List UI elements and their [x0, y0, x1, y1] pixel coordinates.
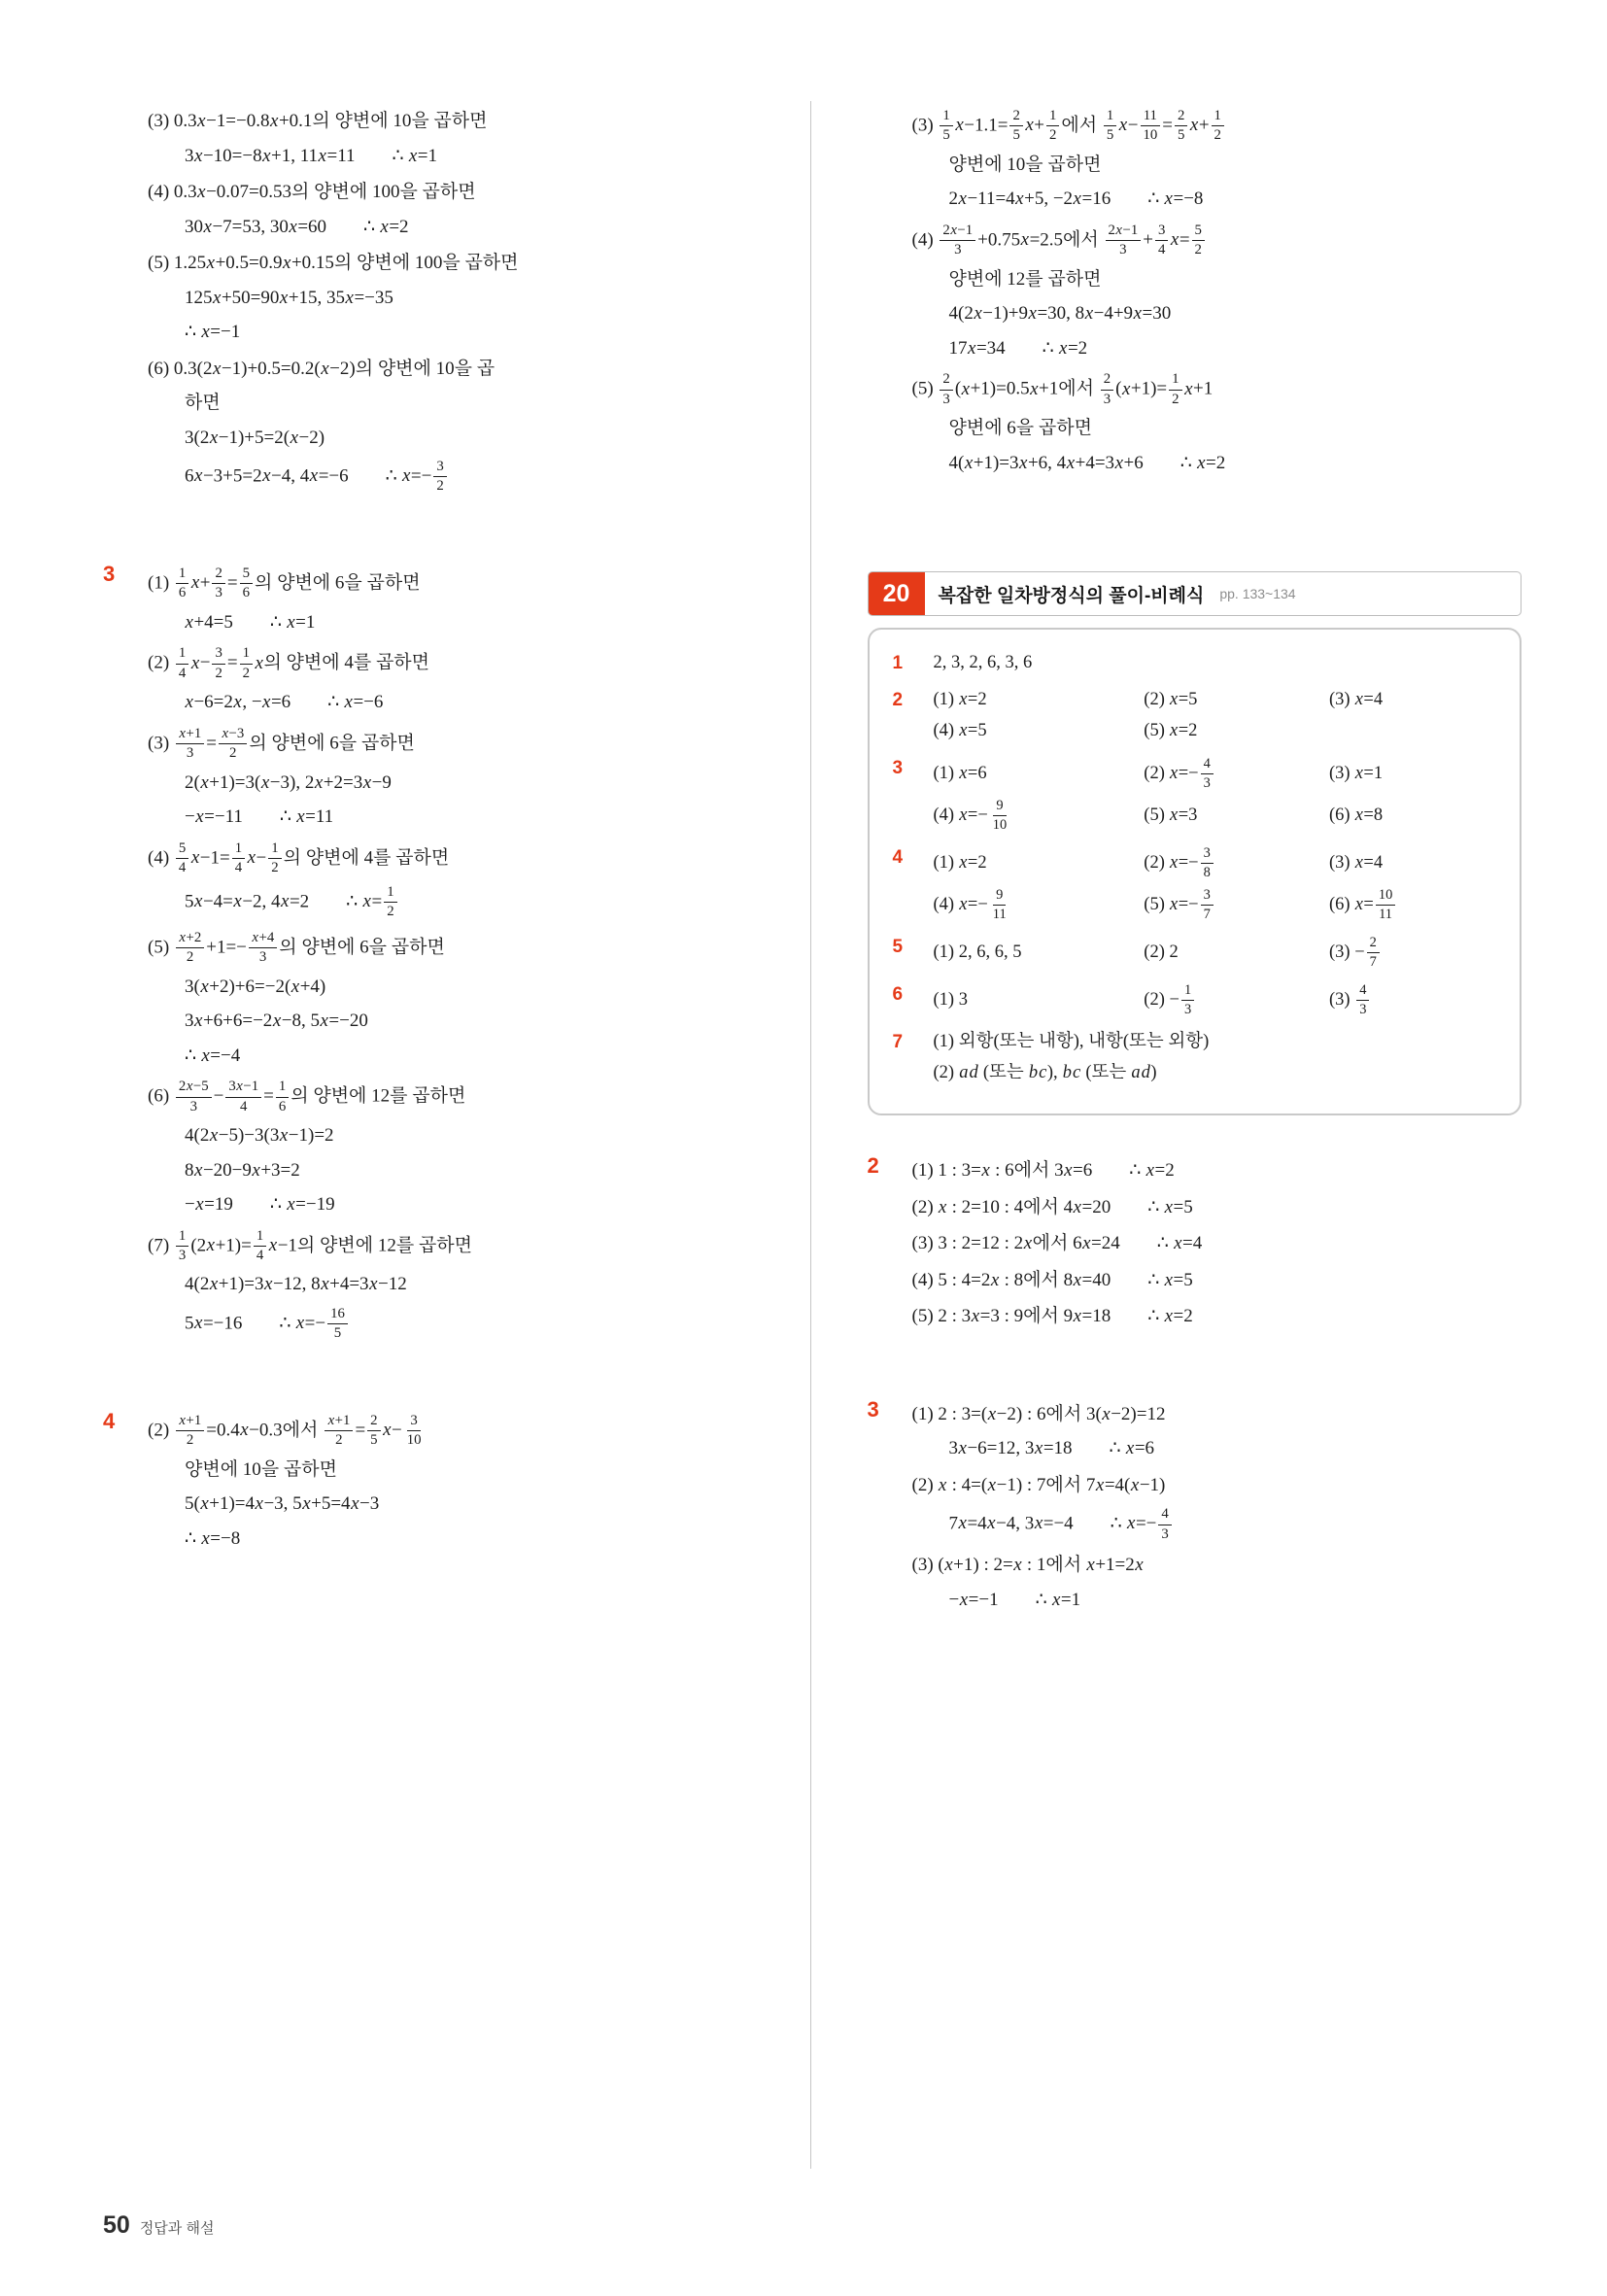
fraction: $\frac{1}{6}$ — [276, 1079, 289, 1115]
fraction: $\frac{2x-5}{3}$ — [176, 1079, 212, 1115]
answer-cell: (6) x= $\frac{10}{11}$ — [1329, 887, 1498, 923]
solution-item — [148, 645, 758, 716]
fraction: $\frac{4}{3}$ — [1158, 1506, 1171, 1543]
fraction: $\frac{4}{3}$ — [1201, 756, 1214, 792]
solution-line: (5) 2 : 3x=3 : 9에서 9x=18 ∴ x=2 — [911, 1306, 1193, 1327]
fraction: $\frac{1}{5}$ — [1104, 108, 1116, 145]
solution-block — [103, 101, 758, 504]
answer-grid — [934, 688, 1499, 744]
solution-line: 6x−3+5=2x−4, 4x=−6 ∴ x=− $\frac{3}{2}$ — [185, 459, 758, 496]
solution-line: (6) $\frac{2x-5}{3}$ − $\frac{3x-1}{4}$ = $\frac{1}{6}$ 의 양변에 12를 곱하면 — [148, 1079, 466, 1114]
solution-item — [912, 1472, 1522, 1543]
solution-item — [148, 179, 758, 241]
solution-line: (1) 2 : 3=(x−2) : 6에서 3(x−2)=12 — [911, 1403, 1166, 1424]
solution-line: 2(x+1)=3(x−3), 2x+2=3x−9 — [185, 771, 392, 793]
solution-block — [868, 1394, 1522, 1623]
fraction: $\frac{1}{2}$ — [384, 884, 396, 921]
fraction: $\frac{5}{2}$ — [1192, 223, 1205, 259]
section-header — [868, 571, 1522, 616]
solution-item — [148, 1079, 758, 1218]
problem-number: 3 — [103, 561, 116, 586]
left-column — [103, 101, 810, 2169]
solution-line: 17x=34 ∴ x=2 — [948, 337, 1088, 359]
right-column — [811, 101, 1522, 2169]
solution-line: (3) 3 : 2=12 : 2x에서 6x=24 ∴ x=4 — [911, 1233, 1203, 1254]
two-column-layout — [103, 101, 1522, 2169]
answer-cell: (1) 외항(또는 내항), 내항(또는 외항) — [933, 1032, 1210, 1052]
solution-item — [148, 840, 758, 921]
answer-cell: (2) x=− $\frac{3}{8}$ — [1144, 845, 1321, 881]
solution-line: 3x−6=12, 3x=18 ∴ x=6 — [948, 1438, 1155, 1459]
fraction: $\frac{3}{4}$ — [1155, 223, 1168, 259]
solution-line: 8x−20−9x+3=2 — [185, 1159, 300, 1181]
fraction: $\frac{5}{4}$ — [176, 840, 188, 877]
solution-line: x−6=2x, −x=6 ∴ x=−6 — [185, 692, 384, 713]
fraction: $\frac{x+1}{2}$ — [176, 1413, 204, 1450]
solution-line: 양변에 6을 곱하면 — [948, 418, 1092, 439]
fraction: $\frac{1}{2}$ — [1046, 108, 1059, 145]
answer-cell: (5) x=− $\frac{3}{7}$ — [1144, 887, 1321, 923]
solution-line: 125x+50=90x+15, 35x=−35 — [185, 287, 393, 308]
solution-item — [912, 371, 1522, 477]
fraction: $\frac{10}{11}$ — [1376, 887, 1395, 923]
solution-line: 3(2x−1)+5=2(x−2) — [185, 427, 325, 448]
solution-item — [912, 223, 1522, 362]
solution-item — [148, 250, 758, 347]
solution-item — [912, 1552, 1522, 1614]
solution-line: 4(x+1)=3x+6, 4x+4=3x+6 ∴ x=2 — [948, 452, 1226, 473]
solution-body — [148, 101, 758, 504]
answer-row — [893, 845, 1499, 923]
answer-row — [893, 982, 1499, 1018]
fraction: $\frac{x+1}{2}$ — [325, 1413, 353, 1450]
solution-line: (3) 0.3x−1=−0.8x+0.1의 양변에 10을 곱하면 — [148, 111, 488, 131]
fraction: $\frac{3}{8}$ — [1201, 845, 1214, 881]
solution-line: (7) $\frac{1}{3}$ (2x+1)= $\frac{1}{4}$ x−1의 양변에 12를 곱하면 — [148, 1227, 472, 1263]
solution-line: 5x=−16 ∴ x=− $\frac{16}{5}$ — [185, 1306, 758, 1343]
section-title: 복잡한 일차방정식의 풀이-비례식 — [938, 585, 1205, 606]
solution-item — [148, 930, 758, 1070]
solution-line: 4(2x−5)−3(3x−1)=2 — [185, 1125, 334, 1146]
solution-line: (2) x : 4=(x−1) : 7에서 7x=4(x−1) — [911, 1474, 1166, 1495]
answer-row — [893, 651, 1499, 676]
fraction: $\frac{2x-1}{3}$ — [1106, 223, 1142, 259]
answer-summary-box — [868, 628, 1522, 1115]
solution-item — [912, 1401, 1522, 1463]
page-footer — [103, 2169, 1522, 2240]
answer-cell: (2) x=5 — [1144, 690, 1198, 710]
solution-line: (3) (x+1) : 2=x : 1에서 x+1=2x — [911, 1555, 1144, 1576]
solution-block — [103, 1406, 758, 1561]
solution-body — [148, 559, 758, 1352]
fraction: $\frac{3}{10}$ — [406, 1412, 422, 1449]
answer-cell: (3) x=4 — [1329, 852, 1384, 873]
answer-cell: (1) 2, 6, 6, 5 — [933, 942, 1022, 962]
solution-line: −x=−11 ∴ x=11 — [185, 806, 334, 828]
solution-line: 3(x+2)+6=−2(x+4) — [185, 976, 326, 997]
fraction: $\frac{11}{10}$ — [1140, 108, 1160, 145]
answer-row — [893, 688, 1499, 744]
solution-line: (3) $\frac{1}{5}$ x−1.1= $\frac{2}{5}$ x+ $\frac{1}{2}$ 에서 $\frac{1}{5}$ x− $\frac{11}{10}$ = $\frac{2}{5}$ x+ $\frac{1}{2}$ — [912, 108, 1522, 145]
solution-item — [148, 1413, 758, 1553]
solution-line: 3x+6+6=−2x−8, 5x=−20 — [185, 1011, 368, 1032]
solution-item — [148, 565, 758, 636]
fraction: $\frac{2}{5}$ — [367, 1413, 380, 1450]
solution-line: 양변에 12를 곱하면 — [948, 268, 1102, 290]
solution-line: (4) 0.3x−0.07=0.53의 양변에 100을 곱하면 — [148, 182, 476, 202]
answer-problem-number: 3 — [892, 757, 904, 778]
solution-line: 7x=4x−4, 3x=−4 ∴ x=− $\frac{4}{3}$ — [949, 1506, 1522, 1543]
fraction: $\frac{x+4}{3}$ — [249, 930, 277, 967]
answer-row — [893, 756, 1499, 834]
problem-number: 2 — [867, 1153, 879, 1179]
fraction: $\frac{2x-1}{3}$ — [940, 223, 975, 259]
solution-line: 하면 — [185, 393, 221, 413]
solution-item — [912, 1303, 1522, 1331]
fraction: $\frac{2}{3}$ — [1101, 371, 1113, 408]
solution-line: (5) $\frac{2}{3}$ (x+1)=0.5x+1에서 $\frac{2}{3}$ (x+1)= $\frac{1}{2}$ x+1 — [911, 371, 1214, 407]
solution-body — [148, 1406, 758, 1561]
solution-line: ∴ x=−8 — [185, 1527, 241, 1549]
answer-cell: (4) x=5 — [933, 721, 987, 741]
answer-cell: (3) x=1 — [1329, 763, 1384, 783]
fraction: $\frac{3}{2}$ — [433, 459, 446, 496]
fraction: $\frac{1}{4}$ — [176, 645, 188, 682]
fraction: $\frac{2}{3}$ — [212, 565, 224, 602]
fraction: $\frac{1}{2}$ — [1169, 371, 1181, 408]
answer-cell: (2) − $\frac{1}{3}$ — [1144, 982, 1321, 1018]
fraction: $\frac{1}{5}$ — [940, 108, 952, 145]
solution-item — [148, 1228, 758, 1343]
solution-item — [912, 1194, 1522, 1222]
solution-block — [868, 1150, 1522, 1340]
solution-line: (5) $\frac{x+2}{2}$ +1=− $\frac{x+4}{3}$ 의 양변에 6을 곱하면 — [148, 929, 445, 966]
solution-item — [912, 1267, 1522, 1295]
fraction: $\frac{16}{5}$ — [327, 1306, 348, 1343]
answer-cell: (4) x=− $\frac{9}{10}$ — [934, 798, 1137, 834]
fraction: $\frac{x+2}{2}$ — [176, 930, 204, 967]
solution-line: (2) $\frac{1}{4}$ x− $\frac{3}{2}$ = $\frac{1}{2}$ x의 양변에 4를 곱하면 — [148, 645, 430, 681]
answer-cell: (1) x=2 — [933, 852, 987, 873]
answer-cell: (5) x=3 — [1144, 805, 1198, 825]
answer-cell: (2) ad (또는 bc), bc (또는 ad) — [933, 1063, 1157, 1083]
fraction: $\frac{x-3}{2}$ — [219, 726, 247, 763]
footer-label: 정답과 해설 — [139, 2220, 215, 2237]
answer-cell: (6) x=8 — [1329, 805, 1384, 825]
solution-line: (4) $\frac{2x-1}{3}$ +0.75x=2.5에서 $\frac{2x-1}{3}$ + $\frac{3}{4}$ x= $\frac{5}{2}$ — [912, 223, 1522, 259]
answer-cell: (1) x=2 — [933, 690, 987, 710]
fraction: $\frac{2}{5}$ — [1009, 108, 1022, 145]
answer-cell: (3) − $\frac{2}{7}$ — [1329, 935, 1498, 971]
solution-block — [103, 559, 758, 1352]
solution-line: 4(2x−1)+9x=30, 8x−4+9x=30 — [948, 303, 1172, 325]
solution-item — [912, 108, 1522, 214]
answer-cell: (1) 3 — [933, 989, 968, 1010]
fraction: $\frac{1}{4}$ — [254, 1228, 266, 1265]
fraction: $\frac{9}{11}$ — [992, 887, 1007, 923]
answer-cell: 2, 3, 2, 6, 3, 6 — [933, 653, 1033, 673]
solution-line: 양변에 10을 곱하면 — [948, 154, 1102, 175]
answer-cell: (3) x=4 — [1329, 690, 1384, 710]
solution-line: −x=19 ∴ x=−19 — [185, 1194, 335, 1215]
answer-problem-number: 4 — [892, 847, 904, 869]
fraction: $\frac{1}{3}$ — [176, 1228, 188, 1265]
solution-item — [912, 1230, 1522, 1258]
fraction: $\frac{1}{6}$ — [176, 565, 188, 602]
problem-number-empty — [868, 101, 912, 486]
fraction: $\frac{2}{5}$ — [1175, 108, 1187, 145]
fraction: $\frac{4}{3}$ — [1356, 982, 1369, 1018]
solution-line: ∴ x=−4 — [185, 1045, 241, 1066]
solution-line: (3) $\frac{x+1}{3}$ = $\frac{x-3}{2}$ 의 양변에 6을 곱하면 — [148, 725, 415, 762]
solution-line: 2x−11=4x+5, −2x=16 ∴ x=−8 — [948, 188, 1204, 210]
solution-line: (4) $\frac{5}{4}$ x−1= $\frac{1}{4}$ x− $\frac{1}{2}$ 의 양변에 4를 곱하면 — [148, 840, 450, 876]
answer-problem-number: 7 — [892, 1032, 904, 1053]
answer-row — [893, 1030, 1499, 1086]
solution-item — [912, 1157, 1522, 1185]
solution-item — [148, 108, 758, 170]
fraction: $\frac{1}{2}$ — [1212, 108, 1224, 145]
answer-grid — [934, 935, 1499, 971]
solution-line: (4) 5 : 4=2x : 8에서 8x=40 ∴ x=5 — [911, 1269, 1193, 1290]
answer-problem-number: 2 — [892, 690, 904, 711]
fraction: $\frac{9}{10}$ — [992, 798, 1008, 834]
answer-problem-number: 6 — [892, 984, 904, 1006]
solution-body — [912, 1150, 1522, 1340]
section-page-range: pp. 133~134 — [1219, 586, 1296, 602]
solution-line: (6) 0.3(2x−1)+0.5=0.2(x−2)의 양변에 10을 곱 — [148, 358, 496, 379]
answer-row — [893, 935, 1499, 971]
answer-grid — [934, 1030, 1499, 1086]
solution-line: −x=−1 ∴ x=1 — [948, 1589, 1081, 1610]
solution-body — [912, 1394, 1522, 1623]
solution-item — [148, 356, 758, 496]
section-number-badge: 20 — [869, 572, 925, 615]
fraction: $\frac{1}{2}$ — [268, 840, 281, 877]
solution-line: 5(x+1)=4x−3, 5x+5=4x−3 — [185, 1493, 380, 1515]
answer-grid — [934, 845, 1499, 923]
fraction: $\frac{5}{6}$ — [240, 565, 253, 602]
answer-grid — [934, 756, 1499, 834]
fraction: $\frac{1}{3}$ — [1181, 982, 1194, 1018]
solution-block — [868, 101, 1522, 486]
fraction: $\frac{3x-1}{4}$ — [225, 1079, 261, 1115]
fraction: $\frac{3}{2}$ — [212, 645, 224, 682]
fraction: $\frac{2}{3}$ — [940, 371, 952, 408]
fraction: $\frac{2}{7}$ — [1367, 935, 1380, 971]
answer-problem-number: 5 — [892, 937, 904, 958]
fraction: $\frac{1}{2}$ — [240, 645, 253, 682]
solution-line: (1) $\frac{1}{6}$ x+ $\frac{2}{3}$ = $\frac{5}{6}$ 의 양변에 6을 곱하면 — [148, 565, 421, 601]
answer-cell: (2) 2 — [1144, 942, 1179, 962]
solution-line: 3x−10=−8x+1, 11x=11 ∴ x=1 — [185, 145, 437, 166]
answer-grid — [934, 982, 1499, 1018]
answer-section — [868, 571, 1522, 1115]
answer-problem-number: 1 — [892, 653, 904, 674]
solution-line: 4(2x+1)=3x−12, 8x+4=3x−12 — [185, 1274, 407, 1295]
answer-cell: (4) x=− $\frac{9}{11}$ — [934, 887, 1137, 923]
answer-grid — [934, 651, 1499, 676]
solution-line: 30x−7=53, 30x=60 ∴ x=2 — [185, 216, 409, 237]
answer-cell: (5) x=2 — [1144, 721, 1198, 741]
solution-line: (2) x : 2=10 : 4에서 4x=20 ∴ x=5 — [911, 1196, 1193, 1217]
solution-line: 양변에 10을 곱하면 — [185, 1458, 337, 1480]
fraction: $\frac{3}{7}$ — [1201, 887, 1214, 923]
fraction: $\frac{1}{4}$ — [232, 840, 245, 877]
solution-line: (5) 1.25x+0.5=0.9x+0.15의 양변에 100을 곱하면 — [148, 253, 519, 273]
problem-number-empty — [103, 101, 148, 504]
fraction: $\frac{x+1}{3}$ — [176, 726, 204, 763]
solution-line: x+4=5 ∴ x=1 — [185, 611, 316, 633]
problem-number: 4 — [103, 1408, 116, 1433]
solution-item — [148, 726, 758, 832]
solution-line: (2) $\frac{x+1}{2}$ =0.4x−0.3에서 $\frac{x+1}{2}$ = $\frac{2}{5}$ x− $\frac{3}{10}$ — [148, 1413, 758, 1450]
solution-line: (1) 1 : 3=x : 6에서 3x=6 ∴ x=2 — [911, 1160, 1175, 1182]
solution-line: 5x−4=x−2, 4x=2 ∴ x= $\frac{1}{2}$ — [185, 884, 758, 921]
answer-cell: (1) x=6 — [933, 763, 987, 783]
answer-cell: (3) $\frac{4}{3}$ — [1329, 982, 1498, 1018]
answer-cell: (2) x=− $\frac{4}{3}$ — [1144, 756, 1321, 792]
solution-body — [912, 101, 1522, 486]
problem-number: 3 — [867, 1396, 879, 1422]
solution-line: ∴ x=−1 — [185, 322, 241, 342]
page-number: 50 — [103, 2211, 130, 2239]
